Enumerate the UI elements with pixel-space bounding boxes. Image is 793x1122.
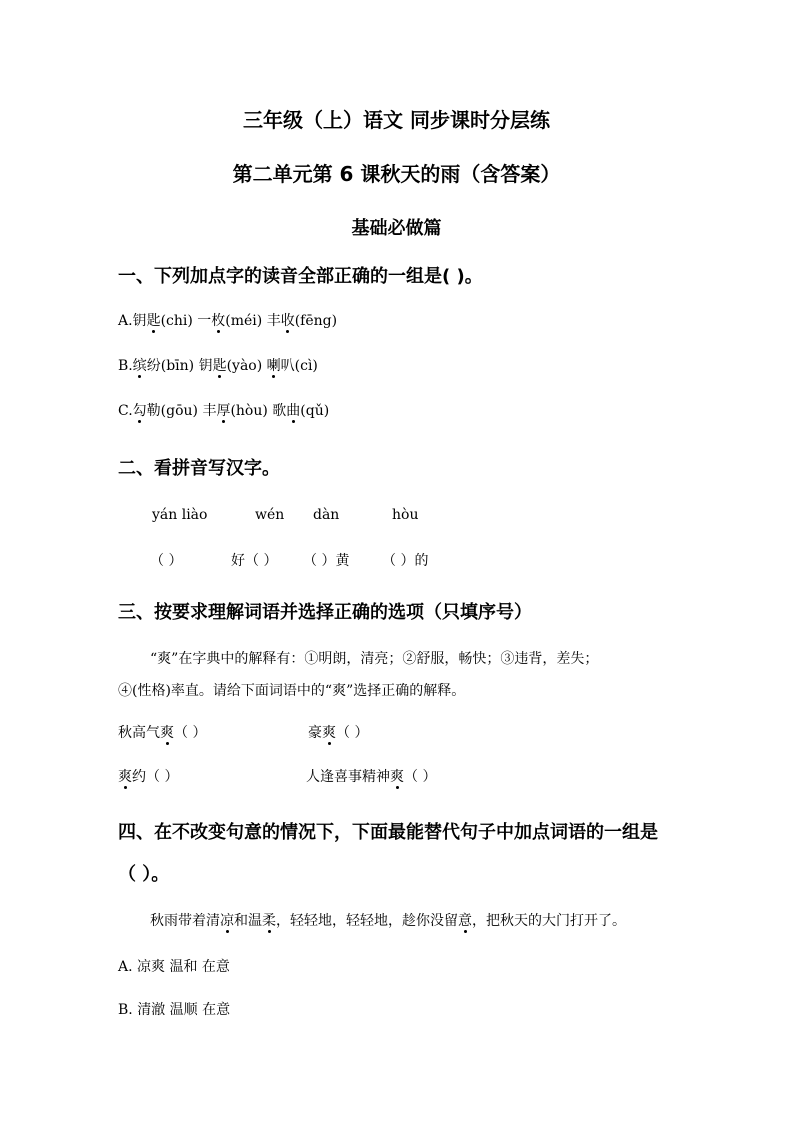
dotted-char: 爽 (322, 725, 336, 741)
answer-blank-1: （ ） (150, 553, 183, 569)
dotted-char: 枚 (211, 313, 226, 329)
question-1-prompt: 一、下列加点字的读音全部正确的一组是( )。 (118, 266, 483, 287)
question-4-prompt: 四、在不改变句意的情况下，下面最能替代句子中加点词语的一组是 (118, 822, 658, 843)
pinyin-3: dàn (313, 507, 340, 523)
question-3-item-3: 爽约（ ） (118, 769, 179, 785)
question-3-item-2: 豪爽（ ） (308, 725, 369, 741)
answer-blank-2: 好（ ） (231, 553, 278, 569)
question-1-option-b: B.缤纷(bīn) 钥匙(yào) 喇叭(cì) (118, 358, 318, 374)
question-4-prompt-cont: （ ）。 (118, 864, 170, 885)
dotted-char: 匙 (146, 313, 161, 329)
dotted-char: 柔 (262, 913, 276, 929)
question-2-prompt: 二、看拼音写汉字。 (118, 458, 280, 479)
question-3-item-4: 人逢喜事精神爽（ ） (306, 769, 437, 785)
dotted-char: 勾 (132, 403, 147, 419)
answer-blank-3: （ ）黄 (303, 553, 350, 569)
dotted-char: 缤 (132, 358, 147, 374)
dotted-char: 爽 (390, 769, 404, 785)
dotted-char: 意 (458, 913, 472, 929)
answer-blank-4: （ ）的 (382, 553, 429, 569)
document-title: 三年级（上）语文 同步课时分层练 (243, 108, 550, 132)
dotted-char: 收 (280, 313, 295, 329)
section-heading: 基础必做篇 (351, 218, 442, 239)
dotted-char: 厚 (216, 403, 231, 419)
dotted-char: 爽 (160, 725, 174, 741)
dotted-char: 匙 (212, 358, 227, 374)
question-3-item-1: 秋高气爽（ ） (118, 725, 207, 741)
dotted-char: 曲 (286, 403, 301, 419)
question-3-prompt: 三、按要求理解词语并选择正确的选项（只填序号） (118, 602, 532, 623)
document-subtitle: 第二单元第 6 课秋天的雨（含答案） (232, 162, 561, 186)
question-4-option-b: B. 清澈 温顺 在意 (118, 1002, 231, 1018)
dotted-char: 喇 (266, 358, 281, 374)
question-4-option-a: A. 凉爽 温和 在意 (118, 959, 230, 975)
question-1-option-a: A.钥匙(chi) 一枚(méi) 丰收(fēng) (118, 313, 338, 329)
pinyin-1: yán liào (152, 507, 208, 523)
question-4-sentence: 秋雨带着清凉和温柔，轻轻地，轻轻地，趁你没留意，把秋天的大门打开了。 (150, 913, 626, 929)
question-1-option-c: C.勾勒(gōu) 丰厚(hòu) 歌曲(qǔ) (118, 403, 330, 419)
dotted-char: 爽 (118, 769, 132, 785)
dotted-char: 凉 (220, 913, 234, 929)
question-3-intro-1: “爽”在字典中的解释有：①明朗，清亮；②舒服，畅快；③违背，差失； (150, 651, 599, 667)
pinyin-2: wén (255, 507, 285, 523)
pinyin-4: hòu (392, 507, 419, 523)
question-3-intro-2: ④(性格)率直。请给下面词语中的“爽”选择正确的解释。 (118, 683, 466, 699)
